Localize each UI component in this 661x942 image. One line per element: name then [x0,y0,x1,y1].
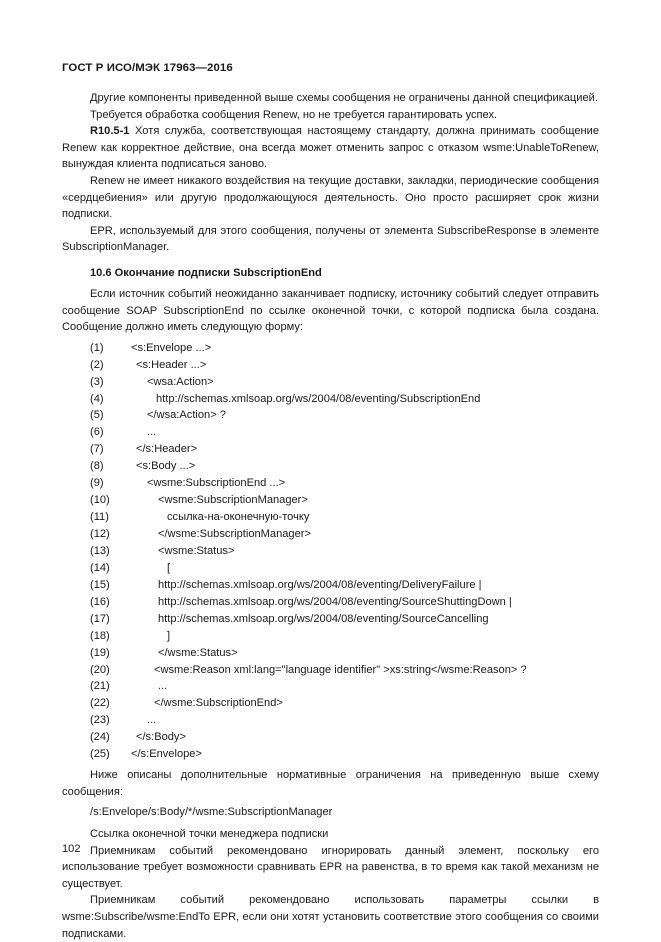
code-line-text: <wsa:Action> [147,375,214,388]
code-line-number: (20) [90,663,110,676]
paragraph: Ниже описаны дополнительные нормативные ограничения на приведенную выше схему сообщения: [62,769,599,798]
code-line-text: </s:Header> [136,443,198,456]
code-line-number: (17) [90,612,110,625]
requirement-label: R10.5-1 [90,125,130,138]
code-line [62,594,599,611]
code-line-number: (13) [90,544,110,557]
code-line [62,407,599,424]
code-line-text: </wsme:SubscriptionEnd> [154,697,283,710]
code-line-text: http://schemas.xmlsoap.org/ws/2004/08/eventing/SubscriptionEnd [156,392,481,405]
code-line-number: (21) [90,680,110,693]
code-line-number: (2) [90,358,104,371]
code-line-text: <s:Envelope ...> [131,341,212,354]
code-line-text: </s:Envelope> [131,748,202,761]
code-line [62,340,599,357]
code-line [62,678,599,695]
code-line [62,729,599,746]
code-line-text: </wsme:Status> [158,646,238,659]
code-line-number: (5) [90,409,104,422]
code-line [62,560,599,577]
standard-header: ГОСТ Р ИСО/МЭК 17963—2016 [62,62,233,74]
paragraph: Renew не имеет никакого воздействия на текущие доставки, закладки, периодические сообщения «сердцебиения» или другую продолжающуюся деятельность. Оно просто расширяет срок жизни подписки. [62,174,599,221]
code-line-text: <wsme:SubscriptionEnd ...> [147,477,286,490]
code-line-number: (8) [90,460,104,473]
code-line-number: (7) [90,443,104,456]
paragraph: Приемникам событий рекомендовано игнорировать данный элемент, поскольку его использование требует возможности сравнивать EPR на равенства, в то время как такой механизм не существует. [62,844,599,890]
code-line-number: (22) [90,697,110,710]
code-line-number: (18) [90,629,110,642]
code-line-text: ... [147,426,157,439]
code-line-text: <wsme:Status> [158,544,235,557]
code-line [62,391,599,408]
code-line [62,543,599,560]
code-line [62,357,599,374]
code-line [62,662,599,679]
code-listing [62,340,599,763]
code-line-number: (16) [90,595,110,608]
page-content [62,90,599,942]
code-line-text: ссылка-на-оконечную-точку [167,511,310,524]
code-line-text: </wsa:Action> ? [147,409,226,422]
code-line [62,458,599,475]
paragraph: Другие компоненты приведенной выше схемы сообщения не ограничены данной спецификацией. [90,92,598,104]
code-line-text: <wsme:SubscriptionManager> [158,494,308,507]
code-line-number: (12) [90,528,110,541]
code-line-text: ] [167,629,171,642]
code-line-number: (4) [90,392,104,405]
code-line-text: [ [167,561,171,574]
code-line-number: (19) [90,646,110,659]
code-line [62,475,599,492]
code-line [62,611,599,628]
code-line [62,628,599,645]
code-line-text: http://schemas.xmlsoap.org/ws/2004/08/eventing/SourceCancelling [158,612,489,625]
paragraph: Требуется обработка сообщения Renew, но не требуется гарантировать успех. [90,108,498,121]
code-line-number: (23) [90,714,110,727]
code-line-number: (3) [90,375,104,388]
code-line [62,746,599,763]
paragraph: Приемникам событий рекомендовано использовать параметры ссылки в wsme:Subscribe/wsme:EndTo EPR, если они хотят установить соответствие этого сообщения со своими подписками. [62,894,599,940]
code-line-number: (11) [90,511,109,524]
code-line-text: </s:Body> [136,731,186,744]
xpath-expression: /s:Envelope/s:Body/*/wsme:SubscriptionManager [90,806,333,819]
code-line-number: (24) [90,731,110,744]
code-line-text: </wsme:SubscriptionManager> [158,528,311,541]
paragraph: EPR, используемый для этого сообщения, получены от элемента SubscribeResponse в элементе SubscriptionManager. [62,224,599,254]
code-line-text: <s:Header ...> [136,358,207,371]
code-line [62,645,599,662]
code-line-number: (10) [90,494,110,507]
code-line-number: (1) [90,341,104,354]
code-line-number: (15) [90,578,110,591]
code-line-text: <s:Body ...> [136,460,196,473]
xpath-description: Ссылка оконечной точки менеджера подписки [90,827,329,840]
code-line-text: http://schemas.xmlsoap.org/ws/2004/08/eventing/SourceShuttingDown | [158,595,512,608]
code-line [62,526,599,543]
code-line-number: (14) [90,561,110,574]
requirement-text: Хотя служба, соответствующая настоящему стандарту, должна принимать сообщение Renew как корректное действие, она всегда может отменить запрос с отказом wsme:UnableToRenew, вынуждая клиента подписаться заново. [62,125,599,171]
code-line-text: ... [147,714,157,727]
section-intro: Если источник событий неожиданно заканчивает подписку, источнику событий следует отправить сообщение SOAP SubscriptionEnd по ссылке оконечной точки, с которой подписка была создана. Сообщение должно иметь следующую форму: [62,287,599,334]
code-line [62,441,599,458]
code-line [62,424,599,441]
code-line-text: http://schemas.xmlsoap.org/ws/2004/08/eventing/DeliveryFailure | [158,578,482,591]
code-line [62,712,599,729]
code-line [62,509,599,526]
code-line-text: ... [158,680,168,693]
code-line-number: (9) [90,477,104,490]
section-heading: 10.6 Окончание подписки SubscriptionEnd [90,266,322,279]
code-line [62,374,599,391]
code-line-number: (6) [90,426,104,439]
code-line [62,695,599,712]
requirement-paragraph [62,123,599,173]
code-line [62,492,599,509]
page-number: 102 [62,843,81,855]
code-line-number: (25) [90,748,110,761]
code-line-text: <wsme:Reason xml:lang="language identifier" >xs:string</wsme:Reason> ? [154,663,527,676]
code-line [62,577,599,594]
